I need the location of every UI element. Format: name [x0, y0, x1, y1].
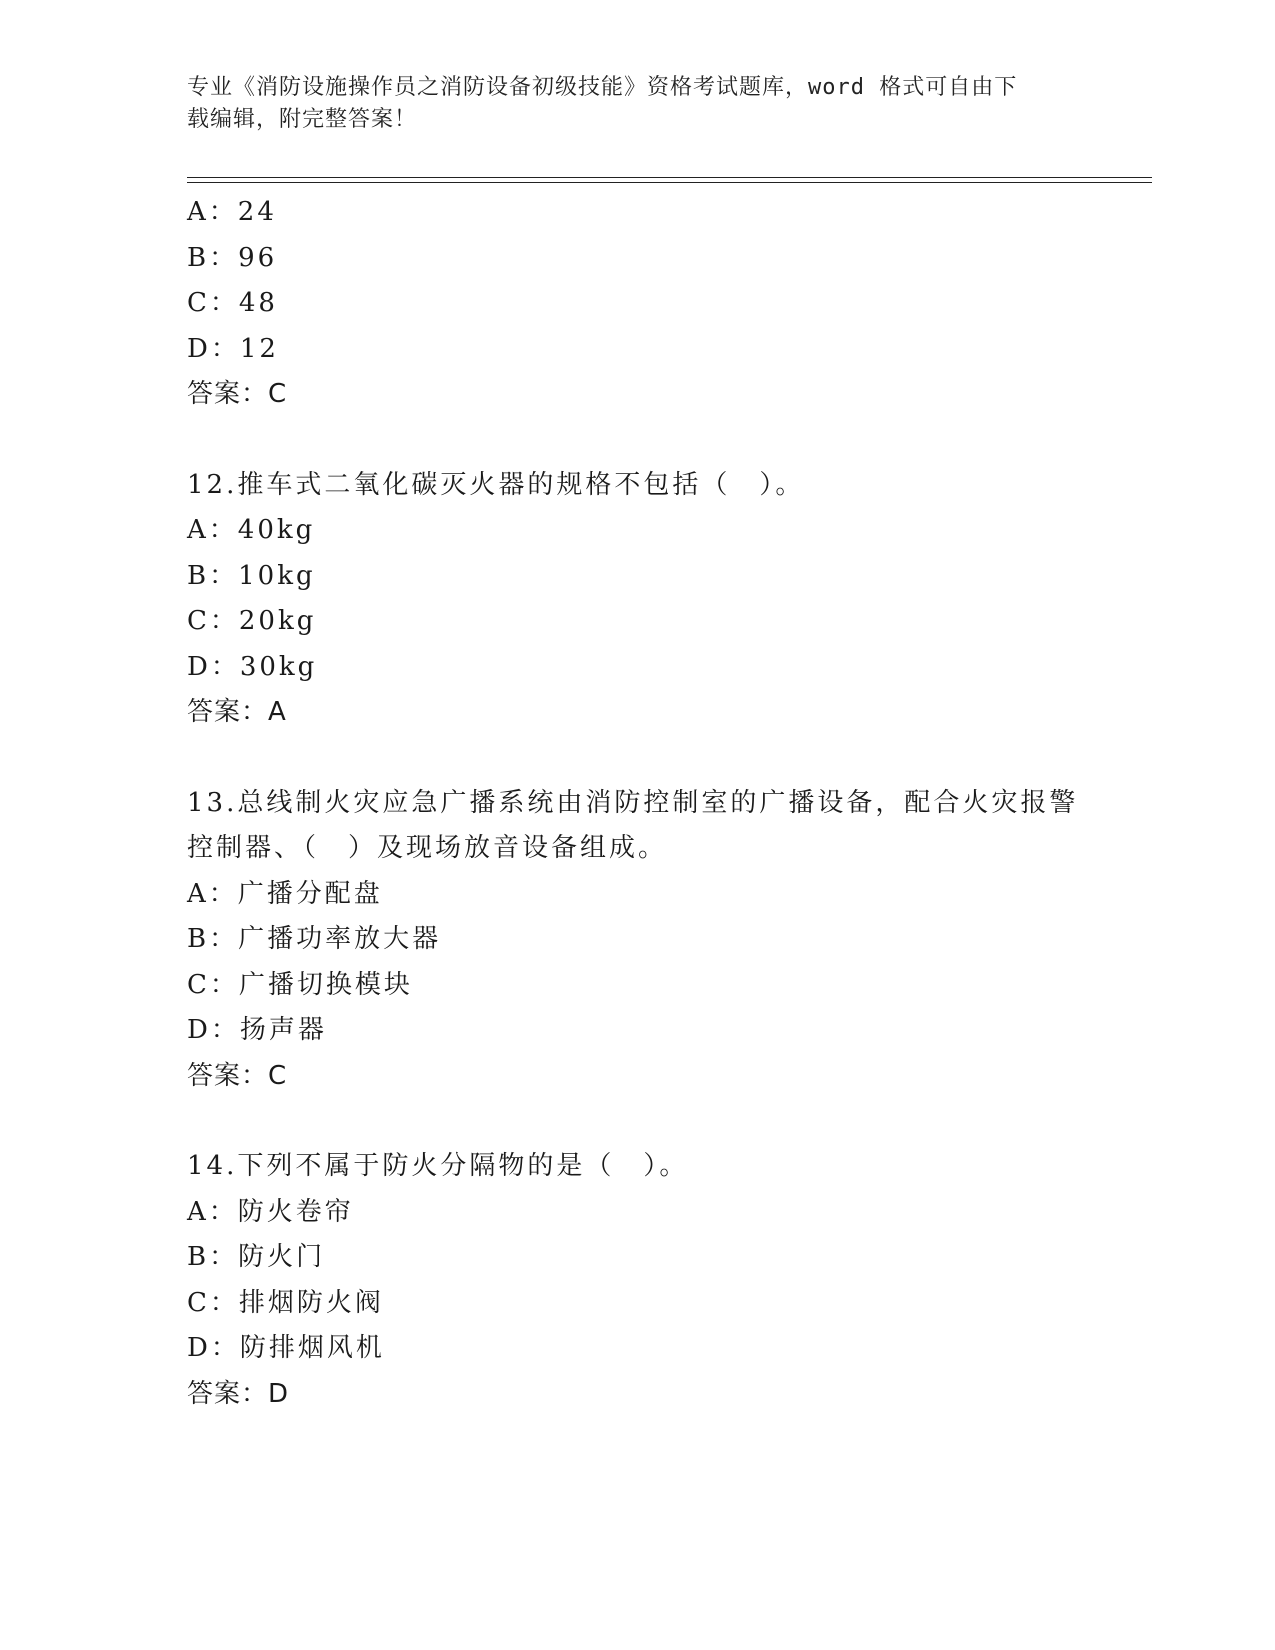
option-c: C：排烟防火阀	[187, 1287, 384, 1318]
question-stem-line-1: 13.总线制火灾应急广播系统由消防控制室的广播设备，配合火灾报警	[187, 787, 1079, 818]
option-c: C：48	[187, 288, 278, 318]
spacer	[187, 418, 1087, 463]
answer-line: 答案：C	[187, 1060, 288, 1091]
question-12	[187, 463, 1087, 736]
question-list	[187, 190, 1087, 1417]
question-11	[187, 190, 1087, 418]
spacer	[187, 736, 1087, 781]
option-b: B：防火门	[187, 1242, 326, 1272]
option-d: D：扬声器	[187, 1015, 327, 1045]
option-b: B：广播功率放大器	[187, 924, 442, 954]
document-header	[187, 72, 1067, 136]
option-b: B：96	[187, 242, 278, 273]
spacer	[187, 1099, 1087, 1144]
answer-line: 答案：D	[187, 1378, 290, 1409]
question-stem-line-2: 控制器、（ ）及现场放音设备组成。	[187, 833, 668, 863]
option-c: C：20kg	[187, 606, 317, 636]
option-a: A：防火卷帘	[187, 1196, 354, 1227]
option-d: D：30kg	[187, 651, 318, 682]
option-c: C：广播切换模块	[187, 969, 413, 1000]
option-a: A：24	[187, 197, 277, 227]
question-stem: 12.推车式二氧化碳灭火器的规格不包括（ ）。	[187, 469, 805, 500]
option-b: B：10kg	[187, 560, 316, 591]
header-rule-bottom	[187, 182, 1152, 183]
question-13	[187, 781, 1087, 1100]
option-a: A：40kg	[187, 515, 316, 545]
question-stem: 14.下列不属于防火分隔物的是（ ）。	[187, 1151, 689, 1181]
option-d: D：12	[187, 333, 279, 364]
question-14	[187, 1144, 1087, 1417]
option-d: D：防排烟风机	[187, 1333, 385, 1363]
header-line-2: 载编辑，附完整答案！	[187, 107, 418, 132]
header-rule-top	[187, 177, 1152, 178]
answer-line: 答案：A	[187, 697, 287, 727]
header-line-1: 专业《消防设施操作员之消防设备初级技能》资格考试题库，word 格式可自由下	[187, 75, 1018, 100]
option-a: A：广播分配盘	[187, 878, 383, 909]
answer-line: 答案：C	[187, 379, 288, 409]
